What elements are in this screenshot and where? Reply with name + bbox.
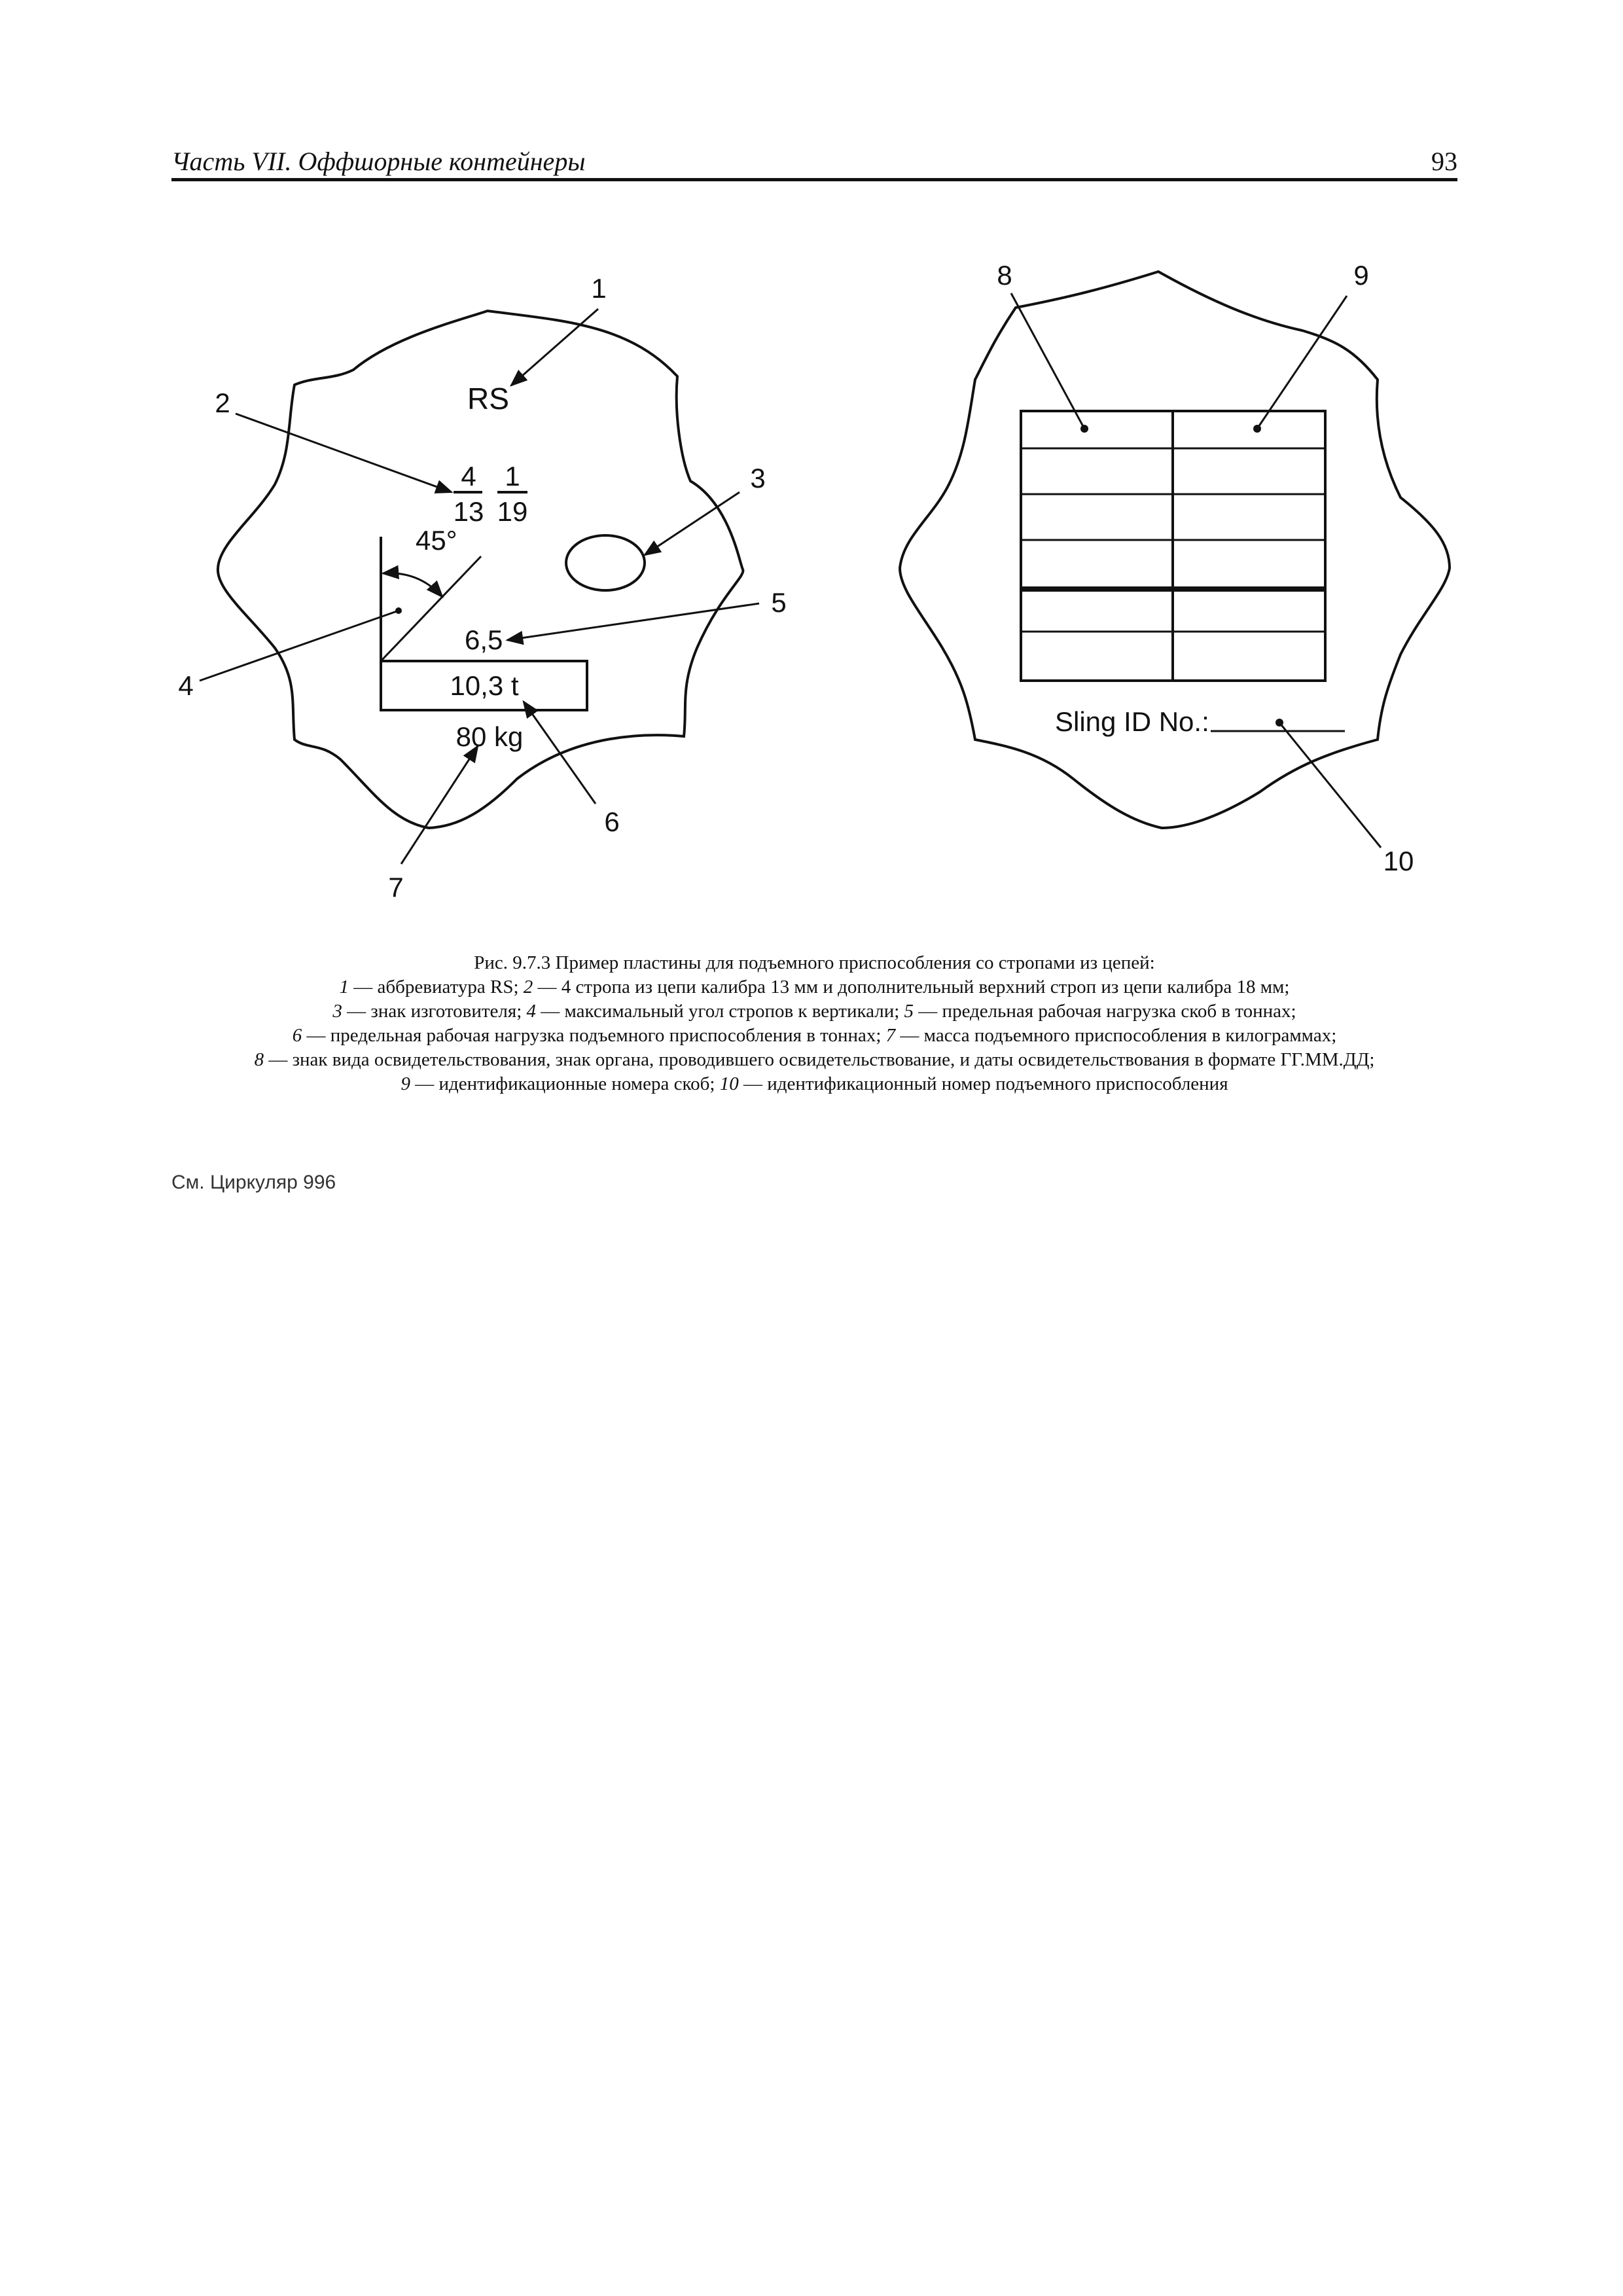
- inspection-table: [1021, 411, 1325, 681]
- callout-2: 2: [215, 387, 230, 418]
- abbr-rs: RS: [467, 382, 509, 416]
- fraction2-denominator: 19: [497, 496, 528, 527]
- shackle-wll: 6,5: [465, 624, 503, 655]
- fraction1-numerator: 4: [461, 461, 476, 492]
- fraction1-denominator: 13: [453, 496, 484, 527]
- section-title: Часть VII. Оффшорные контейнеры: [171, 147, 586, 176]
- callout-8: 8: [997, 260, 1012, 291]
- callout-1: 1: [591, 273, 607, 304]
- page-number: 93: [1431, 147, 1457, 176]
- leader-6: [524, 702, 596, 804]
- caption-line-5: 9 — идентификационные номера скоб; 10 — идентификационный номер подъемного приспособления: [401, 1073, 1228, 1094]
- angle-arc: [383, 573, 442, 597]
- angle-label: 45°: [416, 525, 457, 556]
- figure-caption: [171, 951, 1457, 1096]
- manufacturer-mark: [566, 535, 645, 590]
- leader-7: [401, 746, 478, 864]
- callout-3: 3: [750, 463, 766, 493]
- callout-4: 4: [178, 670, 194, 701]
- leader-5: [507, 603, 759, 640]
- callout-9: 9: [1353, 260, 1369, 291]
- callout-7: 7: [388, 872, 404, 903]
- circular-reference[interactable]: См. Циркуляр 996: [171, 1172, 336, 1193]
- plate-right-star: [900, 272, 1450, 828]
- device-mass: 80 kg: [455, 721, 524, 752]
- callout-5: 5: [771, 587, 787, 618]
- sling-id-label: Sling ID No.:: [1055, 706, 1209, 737]
- figure-9-7-3: [0, 0, 1623, 929]
- caption-title: Рис. 9.7.3 Пример пластины для подъемного приспособления со стропами из цепей:: [474, 952, 1155, 973]
- callout-6: 6: [604, 806, 620, 837]
- leader-10: [1279, 723, 1381, 848]
- callout-10: 10: [1383, 846, 1414, 876]
- caption-line-2: 3 — знак изготовителя; 4 — максимальный угол стропов к вертикали; 5 — предельная рабочая нагрузка скоб в тоннах;: [332, 1001, 1296, 1022]
- device-wll: 10,3 t: [450, 670, 519, 701]
- leader-9: [1257, 296, 1347, 429]
- leader-2: [236, 414, 452, 492]
- caption-line-3: 6 — предельная рабочая нагрузка подъемного приспособления в тоннах; 7 — масса подъемного приспособления в килограммах;: [292, 1025, 1337, 1046]
- leader-8: [1011, 293, 1084, 429]
- leader-4: [200, 611, 399, 681]
- plate-right: [900, 272, 1450, 828]
- caption-line-4: 8 — знак вида освидетельствования, знак органа, проводившего освидетельствование, и даты освидетельствования в формате ГГ.ММ.ДД;: [254, 1049, 1375, 1070]
- caption-line-1: 1 — аббревиатура RS; 2 — 4 стропа из цепи калибра 13 мм и дополнительный верхний строп из цепи калибра 18 мм;: [339, 977, 1290, 997]
- fraction2-numerator: 1: [505, 461, 520, 492]
